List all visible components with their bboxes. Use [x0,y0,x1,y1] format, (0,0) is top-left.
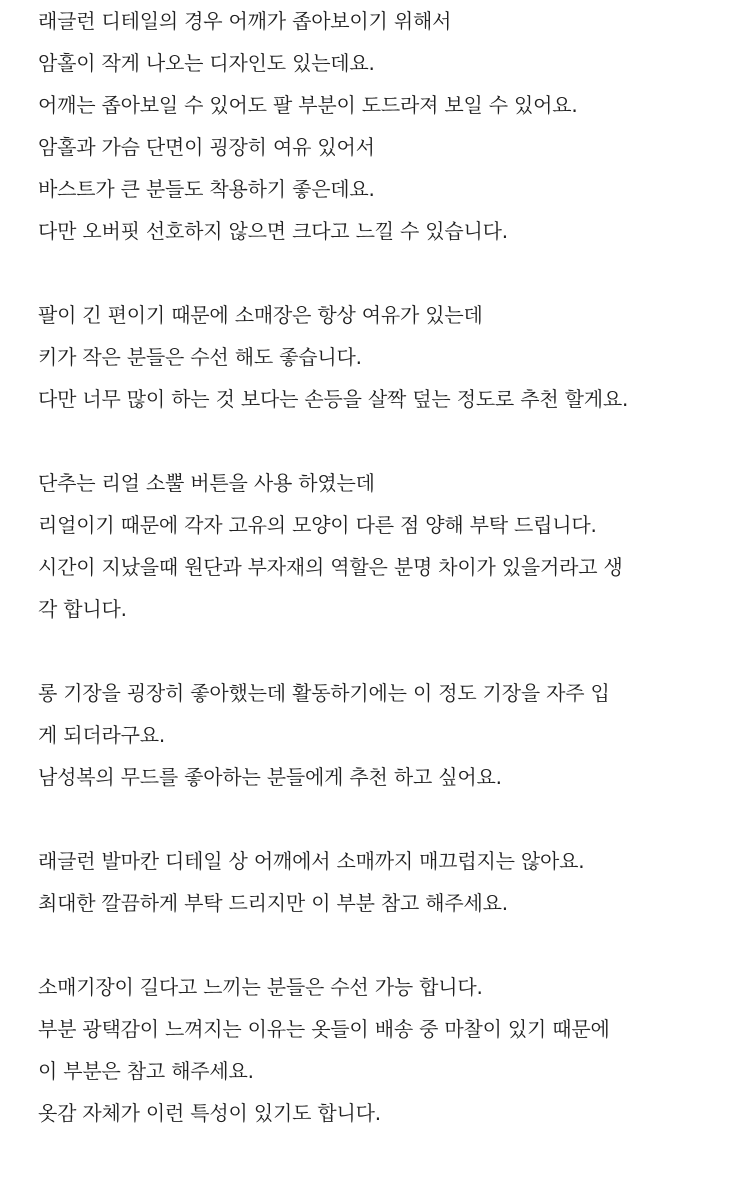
text-line: 암홀과 가슴 단면이 굉장히 여유 있어서 [38,135,375,159]
text-line: 키가 작은 분들은 수선 해도 좋습니다. [38,345,362,369]
text-line: 이 부분은 참고 해주세요. [38,1059,254,1083]
text-line: 소매기장이 길다고 느끼는 분들은 수선 가능 합니다. [38,975,483,999]
text-line: 최대한 깔끔하게 부탁 드리지만 이 부분 참고 해주세요. [38,891,508,915]
text-line: 옷감 자체가 이런 특성이 있기도 합니다. [38,1101,381,1125]
paragraph-gap [38,924,738,966]
text-line: 남성복의 무드를 좋아하는 분들에게 추천 하고 싶어요. [38,765,502,789]
text-line: 다만 너무 많이 하는 것 보다는 손등을 살짝 덮는 정도로 추천 할게요. [38,387,629,411]
text-line: 롱 기장을 굉장히 좋아했는데 활동하기에는 이 정도 기장을 자주 입 [38,681,610,705]
paragraph-alteration-gloss [38,966,738,1134]
text-line: 암홀이 작게 나오는 디자인도 있는데요. [38,51,375,75]
paragraph-raglan-armhole [38,0,738,252]
text-line: 부분 광택감이 느껴지는 이유는 옷들이 배송 중 마찰이 있기 때문에 [38,1017,610,1041]
paragraph-sleeve-length [38,294,738,420]
paragraph-gap [38,252,738,294]
text-line: 래글런 디테일의 경우 어깨가 좁아보이기 위해서 [38,9,452,33]
text-line: 어깨는 좁아보일 수 있어도 팔 부분이 도드라져 보일 수 있어요. [38,93,578,117]
text-line: 게 되더라구요. [38,723,166,747]
text-line: 시간이 지났을때 원단과 부자재의 역할은 분명 차이가 있을거라고 생 [38,555,623,579]
text-line: 각 합니다. [38,597,127,621]
text-line: 리얼이기 때문에 각자 고유의 모양이 다른 점 양해 부탁 드립니다. [38,513,597,537]
text-line: 단추는 리얼 소뿔 버튼을 사용 하였는데 [38,471,375,495]
paragraph-raglan-balmacaan [38,840,738,924]
text-line: 바스트가 큰 분들도 착용하기 좋은데요. [38,177,375,201]
paragraph-gap [38,630,738,672]
paragraph-buttons [38,462,738,630]
paragraph-gap [38,798,738,840]
text-line: 다만 오버핏 선호하지 않으면 크다고 느낄 수 있습니다. [38,219,508,243]
text-line: 팔이 긴 편이기 때문에 소매장은 항상 여유가 있는데 [38,303,483,327]
paragraph-gap [38,420,738,462]
paragraph-length [38,672,738,798]
product-description [38,0,738,1134]
text-line: 래글런 발마칸 디테일 상 어깨에서 소매까지 매끄럽지는 않아요. [38,849,585,873]
